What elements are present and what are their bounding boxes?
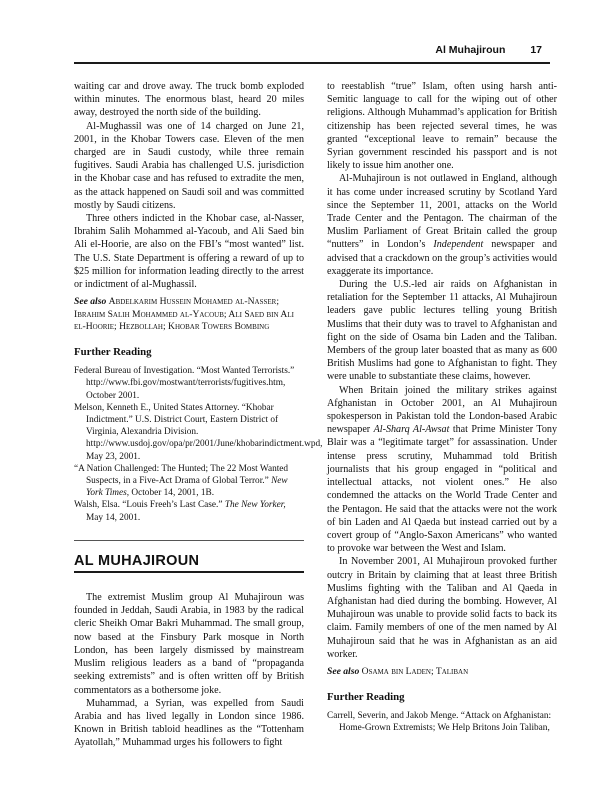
right-paragraph-2: Al-Muhajiroun is not outlawed in England, although it has come under increased scrutiny by Scotland Yard since the September 11, 2001, attacks on the World Trade Center and the Pentagon. The chairman of the Muslim Parliament of Great Britain called the group “nutters” in London’s Independent newspaper and advised that a crackdown on the group’s activities would exaggerate its importance.: [327, 173, 557, 277]
entry-title-rule: [74, 571, 304, 573]
see-also-right: [327, 666, 557, 679]
reference-item: Walsh, Elsa. “Louis Freeh’s Last Case.” The New Yorker, May 14, 2001.: [74, 500, 286, 523]
further-reading-heading: Further Reading: [74, 346, 152, 359]
left-paragraph-1: waiting car and drove away. The truck bomb exploded within minutes. The enormous blast, heard 20 miles away, destroyed the north side of the building.: [74, 81, 304, 119]
reference-item: “A Nation Challenged: The Hunted; The 22 Most Wanted Suspects, in a Five-Act Drama of Global Terror.” New York Times, October 14, 2001, 1B.: [74, 463, 289, 499]
see-also-label: See also: [74, 296, 107, 308]
see-also-label: See also: [327, 665, 360, 677]
publication-title: Al-Sharq Al-Awsat: [373, 424, 450, 436]
running-head: [435, 44, 542, 56]
right-paragraph-4: When Britain joined the military strikes against Afghanistan in October 2001, an Al Muhajiroun spokesperson in Pakistan told the London-based Arabic newspaper Al-Sharq Al-Awsat that Prime Minister Tony Blair was a “legitimate target” for assassination. Under intense press scrutiny, Muhammad told British journalists that his group engaged in “political and intellectual attacks, not violent ones.” He also condemned the attacks on the World Trade Center and the Pentagon. He said that the attacks were not the work of bin Laden and Al Qaeda but instead carried out by a covert group of “Anglo-Saxon Americans” who wanted to provoke war between the West and Islam.: [327, 384, 557, 555]
right-paragraph-3: During the U.S.-led air raids on Afghanistan in retaliation for the September 11 attacks, Al Muhajiroun leaders gave public lectures telling young British Muslims that their duty was to travel to Afghanistan and fight on the side of Osama bin Laden and the Taliban. Members of the group later boasted that as many as 600 British Muslims had gone to Afghanistan to fight. They were unable to substantiate these claims, however.: [327, 279, 557, 383]
see-also-items: Abdelkarim Hussein Mohamed al-Nasser; Ibrahim Salih Mohammed al-Yacoub; Ali Saed bin Ali el-Hoorie; Hezbollah; Khobar Towers Bombing: [74, 296, 294, 333]
publication-title: The New Yorker,: [224, 500, 286, 511]
right-column: [327, 80, 557, 734]
running-head-title: Al Muhajiroun: [435, 44, 506, 56]
publication-title: New York Times,: [86, 476, 288, 499]
entry-title: AL MUHAJIROUN: [74, 552, 200, 569]
entry-divider: [74, 540, 304, 541]
further-reading-heading: Further Reading: [327, 690, 405, 703]
reference-item: Melson, Kenneth E., United States Attorney. “Khobar Indictment.” U.S. District Court, Eastern District of Virginia, Alexandria Division. http://www.usdoj.gov/opa/pr/2001/June/khobarindictment.wpd, May 23, 2001.: [74, 402, 323, 462]
right-paragraph-5: In November 2001, Al Muhajiroun provoked further outcry in Britain by claiming that at least three British Muslims fighting with the Taliban and Al Qaeda in Afghanistan had died during the bombing. However, Al Muhajiroun was unable to provide solid facts to back its claim. Family members of one of the men named by Al Muhajiroun said that he was in Afghanistan as an aid worker.: [327, 556, 557, 660]
left-paragraph-2: Al-Mughassil was one of 14 charged on June 21, 2001, in the Khobar Towers case. Eleven of the men charged are in Saudi custody, while three remain fugitives. Saudi Arabia has challenged U.S. jurisdiction in the Khobar case and has refused to extradite the men, as the attack happened on Saudi soil and was committed mostly by Saudi citizens.: [74, 120, 304, 211]
header-rule: [74, 62, 550, 64]
reference-item: Carrell, Severin, and Jakob Menge. “Attack on Afghanistan: Home-Grown Extremists; We Help Britons Join Taliban,: [327, 710, 552, 733]
left-paragraph-4: The extremist Muslim group Al Muhajiroun was founded in Jeddah, Saudi Arabia, in 1983 by the radical cleric Sheikh Omar Bakri Muhammad. The small group, now based at the Finsbury Park mosque in North London, has been largely dismissed by mainstream Muslim religious leaders as a band of “propaganda seeking extremists” and is often written off by British commentators as a bothersome joke.: [74, 592, 304, 696]
left-column: [74, 80, 323, 750]
see-also-left: [74, 296, 304, 334]
left-paragraph-5: Muhammad, a Syrian, was expelled from Saudi Arabia and has lived legally in London since 1986. Known in British tabloid headlines as the “Tottenham Ayatollah,” Muhammad urges his followers to fight: [74, 697, 304, 749]
right-paragraph-1: to reestablish “true” Islam, often using harsh anti-Semitic language to call for the wiping out of other religions. Although Muhammad’s application for British citizenship has been rejected several times, he was granted “exceptional leave to remain” because the Syrian government rescinded his passport and is not likely to issue him another one.: [327, 81, 557, 172]
reference-item: Federal Bureau of Investigation. “Most Wanted Terrorists.” http://www.fbi.gov/mostwant/terrorists/fugitives.htm, October 2001.: [74, 366, 295, 401]
page-number: 17: [530, 44, 542, 56]
left-paragraph-3: Three others indicted in the Khobar case, al-Nasser, Ibrahim Salih Mohammed al-Yacoub, and Ali Saed bin Ali el-Hoorie, are also on the FBI’s “most wanted” list. The U.S. State Department is offering a reward of up to $25 million for information leading directly to the arrest or indictment of al-Mughassil.: [74, 213, 304, 291]
see-also-items: Osama bin Laden; Taliban: [361, 665, 469, 677]
publication-title: Independent: [433, 239, 484, 251]
